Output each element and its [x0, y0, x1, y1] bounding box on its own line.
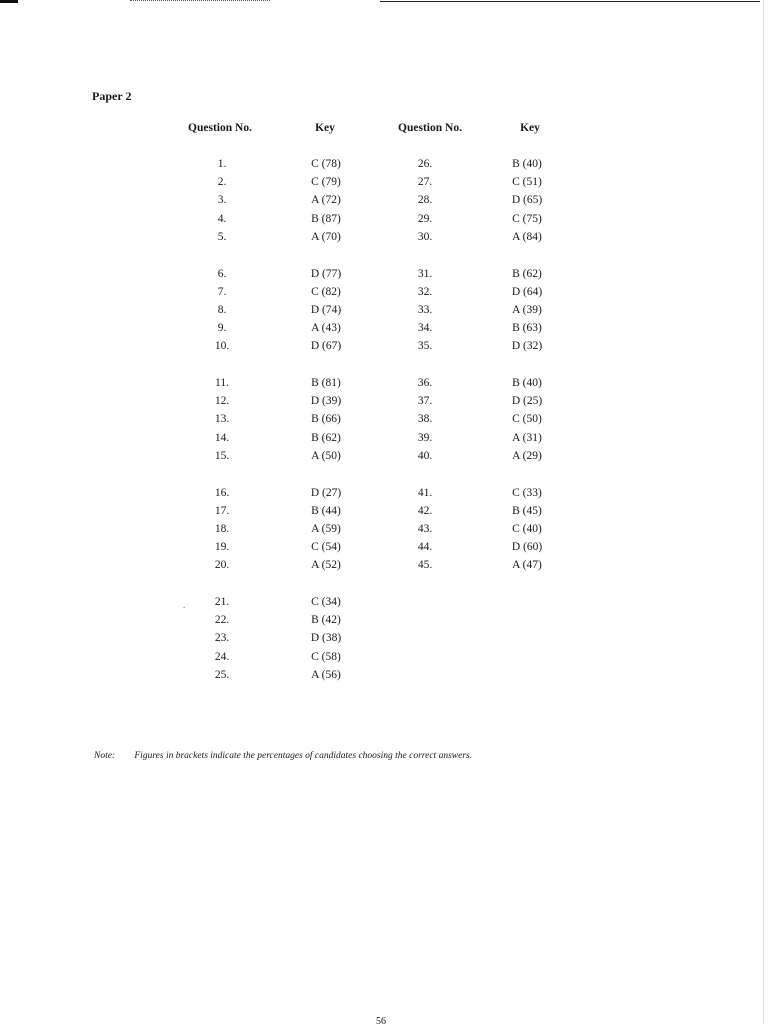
question-number: 8.	[217, 303, 227, 316]
answer-key: D (67)	[310, 340, 342, 353]
answer-key: A (29)	[512, 449, 542, 462]
question-number: 28.	[417, 194, 433, 207]
question-number: 6.	[217, 267, 227, 280]
question-number: 18.	[214, 522, 230, 535]
question-number: 38.	[417, 413, 433, 426]
question-number: 12.	[214, 395, 230, 408]
answer-key: B (45)	[512, 504, 542, 517]
question-number: 26.	[417, 158, 433, 170]
question-number: 22.	[214, 614, 230, 627]
answer-key: C (79)	[311, 176, 341, 189]
answer-key: C (33)	[512, 486, 542, 499]
answer-key: A (43)	[311, 322, 341, 335]
question-number: 35.	[417, 340, 433, 353]
question-number: 9.	[217, 322, 227, 335]
answer-key: B (87)	[311, 212, 341, 225]
question-number: 17.	[214, 504, 230, 517]
question-number: 13.	[214, 413, 230, 426]
answer-key: A (72)	[311, 194, 341, 207]
question-number: 2.	[217, 176, 227, 189]
answer-key: A (47)	[512, 559, 542, 572]
scan-speck: .	[183, 600, 186, 610]
header-question-no-right: Question No.	[398, 122, 462, 134]
question-number: 10.	[214, 340, 230, 353]
header-question-no-left: Question No.	[188, 122, 252, 134]
question-number: 44.	[417, 541, 433, 554]
answer-key: D (77)	[310, 267, 342, 280]
answer-key: A (84)	[512, 230, 542, 243]
question-number: 45.	[417, 559, 433, 572]
answer-key: A (59)	[311, 522, 341, 535]
answer-key: B (62)	[512, 267, 542, 280]
answer-key: B (66)	[311, 413, 341, 426]
answer-key: D (25)	[511, 395, 543, 408]
footnote-label: Note:	[94, 751, 116, 761]
scan-artifact-dots	[130, 0, 270, 3]
question-number: 1.	[217, 158, 227, 170]
answer-key: C (54)	[311, 541, 341, 554]
answer-key: D (65)	[511, 194, 543, 207]
question-number: 40.	[417, 449, 433, 462]
answer-key: A (56)	[311, 668, 341, 681]
question-number: 41.	[417, 486, 433, 499]
answer-key: C (82)	[311, 285, 341, 298]
answer-key: A (50)	[311, 449, 341, 462]
answer-key: C (50)	[512, 413, 542, 426]
answer-key: C (78)	[311, 158, 341, 170]
answer-key: A (31)	[512, 431, 542, 444]
question-number: 34.	[417, 322, 433, 335]
scan-mark-top-left	[0, 0, 18, 3]
question-number: 33.	[417, 303, 433, 316]
top-rule	[380, 1, 760, 2]
question-number: 31.	[417, 267, 433, 280]
answer-key: B (63)	[512, 322, 542, 335]
answer-key: B (42)	[311, 614, 341, 627]
header-key-right: Key	[520, 122, 540, 134]
question-number: 36.	[417, 377, 433, 389]
question-number: 20.	[214, 559, 230, 572]
answer-key: C (40)	[512, 522, 542, 535]
answer-key: A (52)	[311, 559, 341, 572]
answer-key: D (32)	[511, 340, 543, 353]
answer-key: A (70)	[311, 230, 341, 243]
header-key-left: Key	[315, 122, 335, 134]
question-number: 39.	[417, 431, 433, 444]
answer-key: D (38)	[310, 632, 342, 645]
footnote-text: Figures in brackets indicate the percentages of candidates choosing the correct answers.	[134, 751, 473, 761]
question-number: 16.	[214, 486, 230, 499]
question-number: 5.	[217, 230, 227, 243]
page-number: 56	[376, 1016, 386, 1027]
question-number: 42.	[417, 504, 433, 517]
answer-key: B (44)	[311, 504, 341, 517]
answer-key: C (75)	[512, 212, 542, 225]
answer-key: B (62)	[311, 431, 341, 444]
question-number: 14.	[214, 431, 230, 444]
answer-key: D (60)	[511, 541, 543, 554]
question-number: 32.	[417, 285, 433, 298]
question-number: 3.	[217, 194, 227, 207]
question-number: 4.	[217, 212, 227, 225]
question-number: 30.	[417, 230, 433, 243]
answer-key: D (39)	[310, 395, 342, 408]
question-number: 19.	[214, 541, 230, 554]
question-number: 15.	[214, 449, 230, 462]
answer-key: C (51)	[512, 176, 542, 189]
paper-title: Paper 2	[92, 89, 132, 103]
question-number: 21.	[214, 596, 230, 608]
question-number: 23.	[214, 632, 230, 645]
answer-key: A (39)	[512, 303, 542, 316]
question-number: 24.	[214, 650, 230, 663]
question-number: 11.	[215, 377, 229, 389]
answer-key: B (81)	[311, 377, 341, 389]
question-number: 29.	[417, 212, 433, 225]
answer-key: D (27)	[310, 486, 342, 499]
answer-key: C (58)	[311, 650, 341, 663]
answer-key: B (40)	[512, 377, 542, 389]
question-number: 7.	[217, 285, 227, 298]
question-number: 27.	[417, 176, 433, 189]
answer-key: C (34)	[311, 596, 341, 608]
answer-key: B (40)	[512, 158, 542, 170]
question-number: 37.	[417, 395, 433, 408]
scan-edge	[763, 0, 764, 1024]
footnote	[94, 751, 472, 761]
answer-key: D (74)	[310, 303, 342, 316]
question-number: 25.	[214, 668, 230, 681]
question-number: 43.	[417, 522, 433, 535]
answer-key: D (64)	[511, 285, 543, 298]
